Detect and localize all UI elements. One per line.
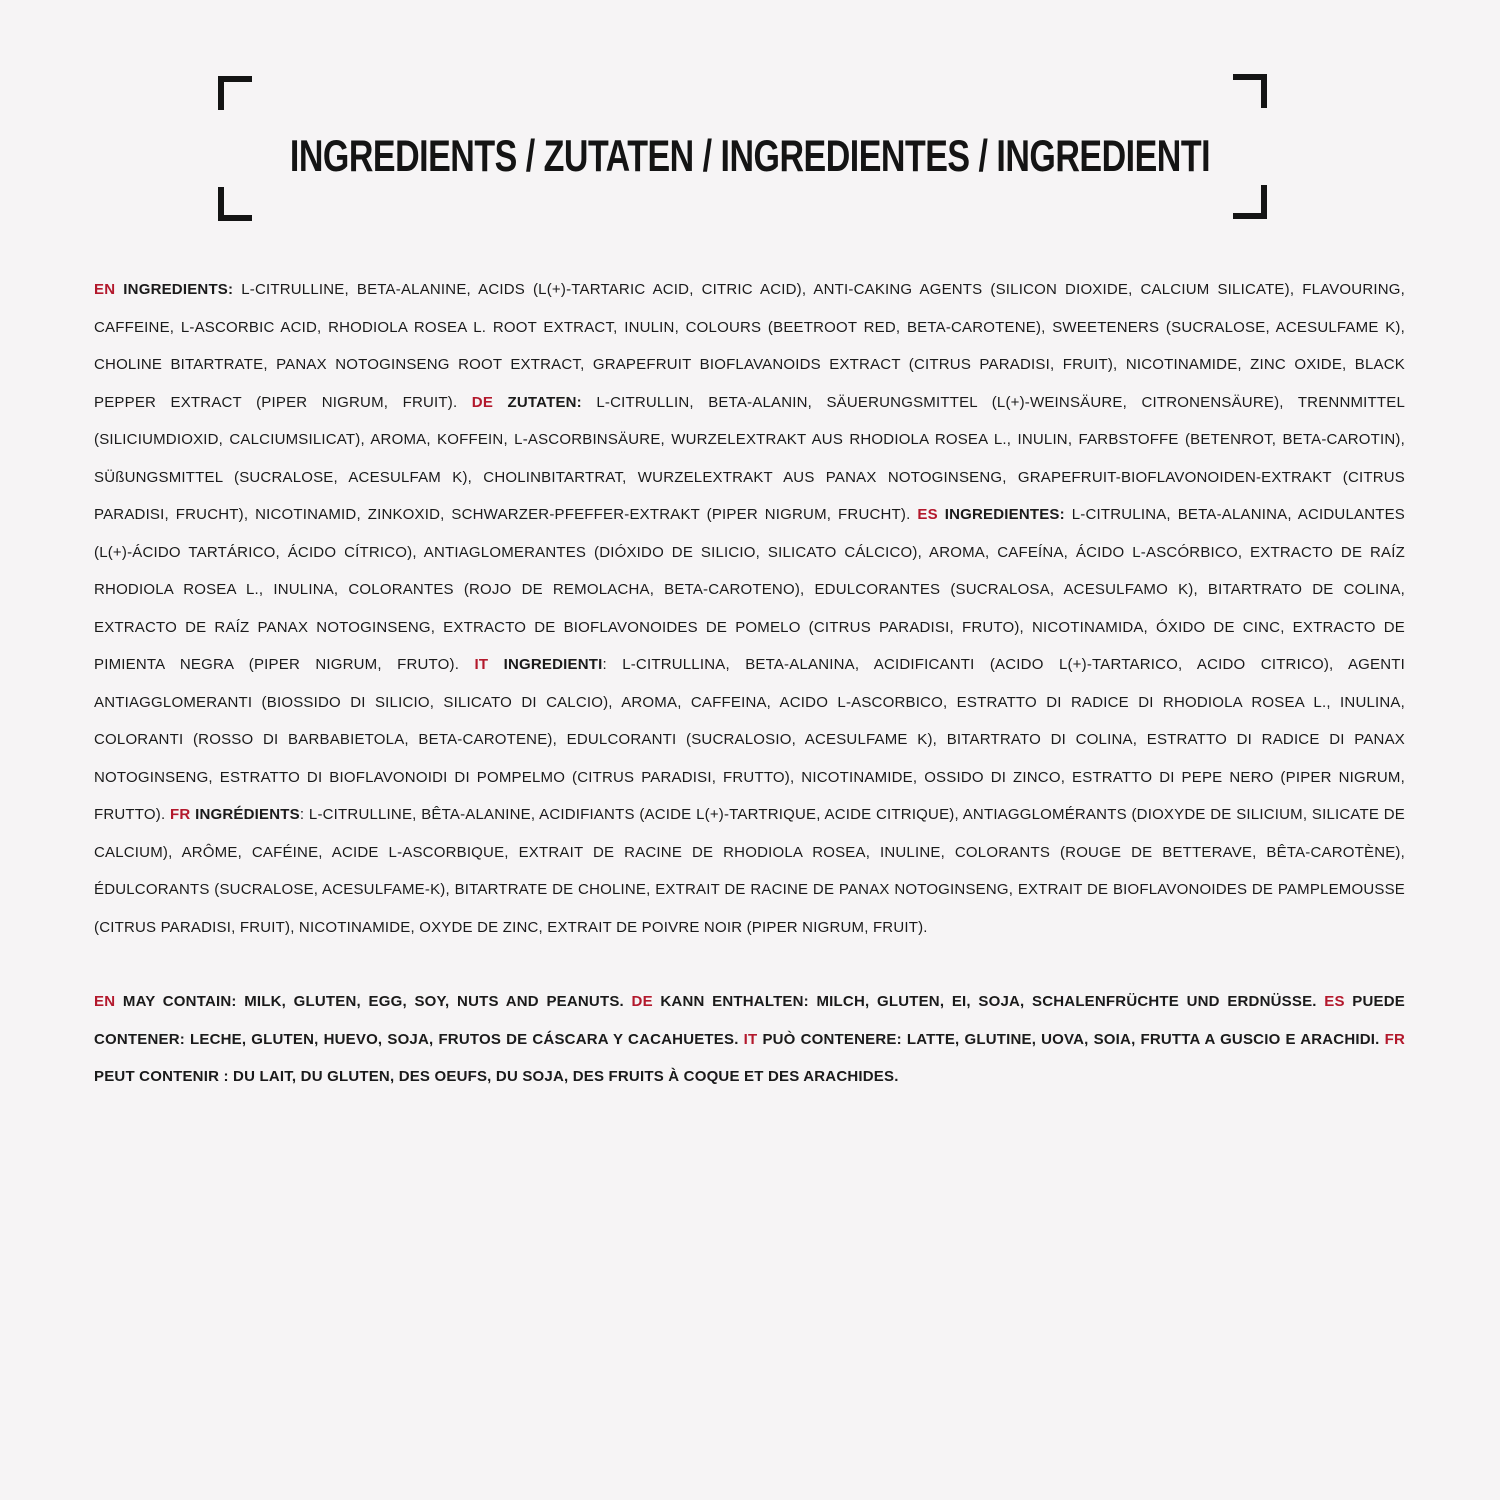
ingredients-label-en: INGREDIENTS: [123,281,234,298]
language-code-es: ES [917,506,938,523]
language-code-fr: FR [170,806,191,823]
allergen-text-fr: PEUT CONTENIR : DU LAIT, DU GLUTEN, DES OEUFS, DU SOJA, DES FRUITS À COQUE ET DES ARACHIDES. [94,1068,899,1085]
allergen-text-de: KANN ENTHALTEN: MILCH, GLUTEN, EI, SOJA, SCHALENFRÜCHTE UND ERDNÜSSE. [652,993,1325,1010]
ingredients-label-es: INGREDIENTES: [944,506,1065,523]
allergen-text-es: PUEDE CONTENER: LECHE, GLUTEN, HUEVO, SOJA, FRUTOS DE CÁSCARA Y CACAHUETES. [94,993,1405,1048]
ingredients-text-fr: : L-CITRULLINE, BÊTA-ALANINE, ACIDIFIANTS (ACIDE L(+)-TARTRIQUE, ACIDE CITRIQUE), ANTIAGGLOMÉRANTS (DIOXYDE DE SILICIUM, SILICATE DE CALCIUM), ARÔME, CAFÉINE, ACIDE L-ASCORBIQUE, EXTRAIT DE RACINE DE RHODIOLA ROSEA, INULINE, COLORANTS (ROUGE DE BETTERAVE, BÊTA-CAROTÈNE), ÉDULCORANTS (SUCRALOSE, ACESULFAME-K), BITARTRATE DE CHOLINE, EXTRAIT DE RACINE DE PANAX NOTOGINSENG, EXTRAIT DE BIOFLAVONOIDES DE PAMPLEMOUSSE (CITRUS PARADISI, FRUIT), NICOTINAMIDE, OXYDE DE ZINC, EXTRAIT DE POIVRE NOIR (PIPER NIGRUM, FRUIT). [94,806,1405,936]
ingredients-label-fr: INGRÉDIENTS [195,806,300,823]
frame-corner-bottom-left [218,187,252,221]
ingredients-paragraph [94,271,1405,946]
ingredients-label-it: INGREDIENTI [503,656,603,673]
language-code-en: EN [94,281,116,298]
allergen-code-es: ES [1324,993,1345,1010]
ingredients-text-en: L-CITRULLINE, BETA-ALANINE, ACIDS (L(+)-TARTARIC ACID, CITRIC ACID), ANTI-CAKING AGENTS (SILICON DIOXIDE, CALCIUM SILICATE), FLAVOURING, CAFFEINE, L-ASCORBIC ACID, RHODIOLA ROSEA L. ROOT EXTRACT, INULIN, COLOURS (BEETROOT RED, BETA-CAROTENE), SWEETENERS (SUCRALOSE, ACESULFAME K), CHOLINE BITARTRATE, PANAX NOTOGINSENG ROOT EXTRACT, GRAPEFRUIT BIOFLAVANOIDS EXTRACT (CITRUS PARADISI, FRUIT), NICOTINAMIDE, ZINC OXIDE, BLACK PEPPER EXTRACT (PIPER NIGRUM, FRUIT). [94,281,1405,411]
ingredients-text-it: : L-CITRULLINA, BETA-ALANINA, ACIDIFICANTI (ACIDO L(+)-TARTARICO, ACIDO CITRICO), AGENTI ANTIAGGLOMERANTI (BIOSSIDO DI SILICIO, SILICATO DI CALCIO), AROMA, CAFFEINA, ACIDO L-ASCORBICO, ESTRATTO DI RADICE DI RHODIOLA ROSEA L., INULINA, COLORANTI (ROSSO DI BARBABIETOLA, BETA-CAROTENE), EDULCORANTI (SUCRALOSIO, ACESULFAME K), BITARTRATO DI COLINA, ESTRATTO DI RADICE DI PANAX NOTOGINSENG, ESTRATTO DI BIOFLAVONOIDI DI POMPELMO (CITRUS PARADISI, FRUTTO), NICOTINAMIDE, OSSIDO DI ZINCO, ESTRATTO DI PEPE NERO (PIPER NIGRUM, FRUTTO). [94,656,1406,823]
allergen-text-en: MAY CONTAIN: MILK, GLUTEN, EGG, SOY, NUTS AND PEANUTS. [115,993,632,1010]
allergen-code-en: EN [94,993,116,1010]
allergen-code-de: DE [631,993,653,1010]
ingredients-text-de: L-CITRULLIN, BETA-ALANIN, SÄUERUNGSMITTEL (L(+)-WEINSÄURE, CITRONENSÄURE), TRENNMITTEL (SILICIUMDIOXID, CALCIUMSILICAT), AROMA, KOFFEIN, L-ASCORBINSÄURE, WURZELEXTRAKT AUS RHODIOLA ROSEA L., INULIN, FARBSTOFFE (BETENROT, BETA-CAROTIN), SÜßUNGSMITTEL (SUCRALOSE, ACESULFAM K), CHOLINBITARTRAT, WURZELEXTRAKT AUS PANAX NOTOGINSENG, GRAPEFRUIT-BIOFLAVONOIDEN-EXTRAKT (CITRUS PARADISI, FRUCHT), NICOTINAMID, ZINKOXID, SCHWARZER-PFEFFER-EXTRAKT (PIPER NIGRUM, FRUCHT). [94,393,1406,523]
language-code-it: IT [474,656,489,673]
frame-corner-top-right [1233,74,1267,108]
page-title: INGREDIENTS / ZUTATEN / INGREDIENTES / INGREDIENTI [289,131,1211,182]
allergen-code-it: IT [743,1030,758,1048]
allergen-text-it: PUÒ CONTENERE: LATTE, GLUTINE, UOVA, SOIA, FRUTTA A GUSCIO E ARACHIDI. [757,1030,1385,1048]
frame-corner-top-left [218,76,252,110]
language-code-de: DE [471,393,494,411]
allergen-code-fr: FR [1384,1030,1405,1048]
ingredients-label-de: ZUTATEN: [507,393,582,411]
ingredients-text-es: L-CITRULINA, BETA-ALANINA, ACIDULANTES (L(+)-ÁCIDO TARTÁRICO, ÁCIDO CÍTRICO), ANTIAGLOMERANTES (DIÓXIDO DE SILICIO, SILICATO CÁLCICO), AROMA, CAFEÍNA, ÁCIDO L-ASCÓRBICO, EXTRACTO DE RAÍZ RHODIOLA ROSEA L., INULINA, COLORANTES (ROJO DE REMOLACHA, BETA-CAROTENO), EDULCORANTES (SUCRALOSA, ACESULFAMO K), BITARTRATO DE COLINA, EXTRACTO DE RAÍZ PANAX NOTOGINSENG, EXTRACTO DE BIOFLAVONOIDES DE POMELO (CITRUS PARADISI, FRUTO), NICOTINAMIDA, ÓXIDO DE CINC, EXTRACTO DE PIMIENTA NEGRA (PIPER NIGRUM, FRUTO). [94,506,1406,673]
allergen-paragraph [94,983,1405,1096]
